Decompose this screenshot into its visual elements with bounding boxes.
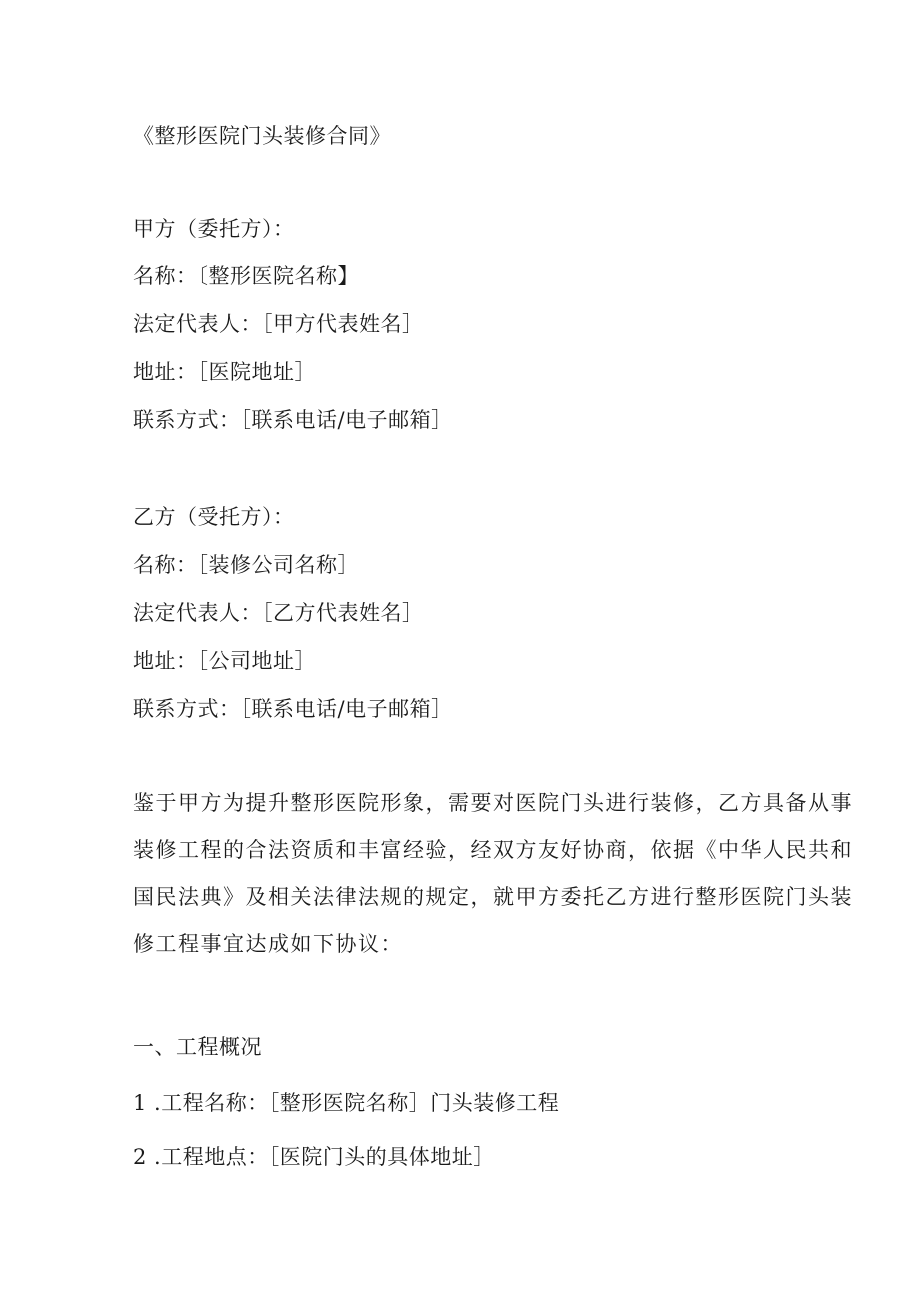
preamble-line: 鉴于甲方为提升整形医院形象，需要对医院门头进行装修，乙方具备从事 [133,791,853,815]
party-b-heading: 乙方（受托方）： [133,505,295,529]
preamble-paragraph [133,780,853,968]
party-a-representative: 法定代表人：［甲方代表姓名］ [133,312,424,336]
party-b-representative: 法定代表人：［乙方代表姓名］ [133,601,424,625]
document-title: 《整形医院门头装修合同》 [133,124,391,148]
party-b-contact: 联系方式：［联系电话/电子邮箱］ [133,697,453,721]
party-b-name: 名称：［装修公司名称］ [133,553,359,577]
party-a-heading: 甲方（委托方）： [133,217,295,241]
party-a-contact: 联系方式：［联系电话/电子邮箱］ [133,408,453,432]
section-1-item-1: 1 .工程名称：［整形医院名称］门头装修工程 [133,1091,560,1115]
preamble-line: 装修工程的合法资质和丰富经验，经双方友好协商，依据《中华人民共和 [133,838,853,862]
preamble-line: 国民法典》及相关法律法规的规定，就甲方委托乙方进行整形医院门头装 [133,885,853,909]
section-1-heading: 一、工程概况 [133,1035,262,1059]
section-1-item-2: 2 .工程地点：［医院门头的具体地址］ [133,1145,495,1169]
preamble-line: 修工程事宜达成如下协议： [133,932,403,956]
party-a-address: 地址：［医院地址］ [133,360,316,384]
party-a-name: 名称：〔整形医院名称】 [133,264,359,288]
party-b-address: 地址：［公司地址］ [133,649,316,673]
